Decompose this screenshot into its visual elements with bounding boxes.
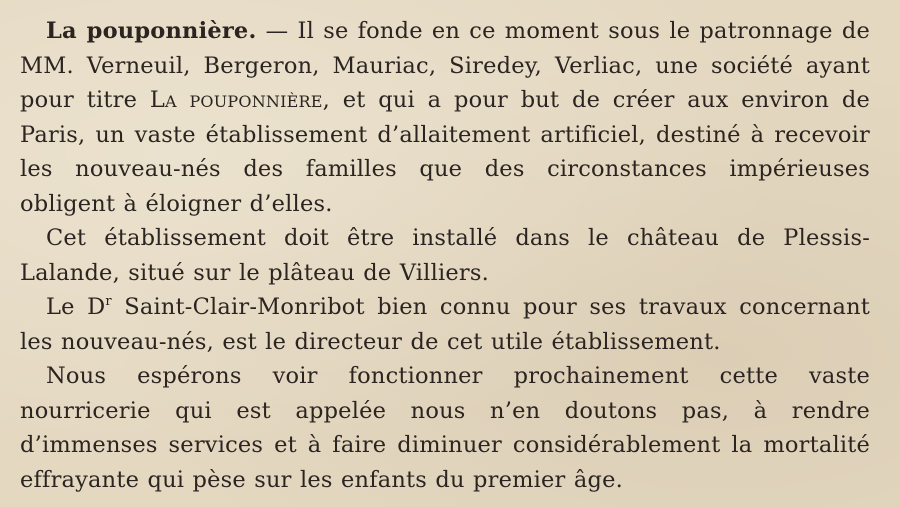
society-name: La pouponnière [149, 87, 323, 113]
paragraph-3-text-a: Le D [46, 294, 106, 320]
paragraph-1 [20, 14, 870, 221]
paragraph-3-text-b: Saint-Clair-Monribot bien connu pour ses travaux concernant les nouveau-nés, est le directeur de cet utile établissement. [20, 294, 870, 355]
paragraph-2: Cet établissement doit être installé dans le château de Plessis-Lalande, situé sur le plâteau de Villiers. [20, 225, 870, 286]
doctor-abbrev-superscript: r [105, 294, 112, 309]
article-title: La pouponnière. [46, 18, 257, 44]
paragraph-1-text-a: Il se fonde en ce moment sous le patronnage de MM. Verneuil, Bergeron, Mauriac, Siredey, Verliac, une société ayant pour titre [20, 18, 870, 113]
paragraph-3 [20, 290, 870, 359]
title-dash: — [256, 18, 298, 44]
paragraph-1-text-b: , et qui a pour but de créer aux environ de Paris, un vaste établissement d’allaitement artificiel, destiné à recevoir les nouveau-nés des familles que des circonstances impérieuses obligent à éloigner d’elles. [20, 87, 870, 217]
paragraph-4: Nous espérons voir fonctionner prochainement cette vaste nourricerie qui est appelée nous n’en doutons pas, à rendre d’immenses services et à faire diminuer considérablement la mortalité effrayante qui pèse sur les enfants du premier âge. [20, 363, 870, 493]
